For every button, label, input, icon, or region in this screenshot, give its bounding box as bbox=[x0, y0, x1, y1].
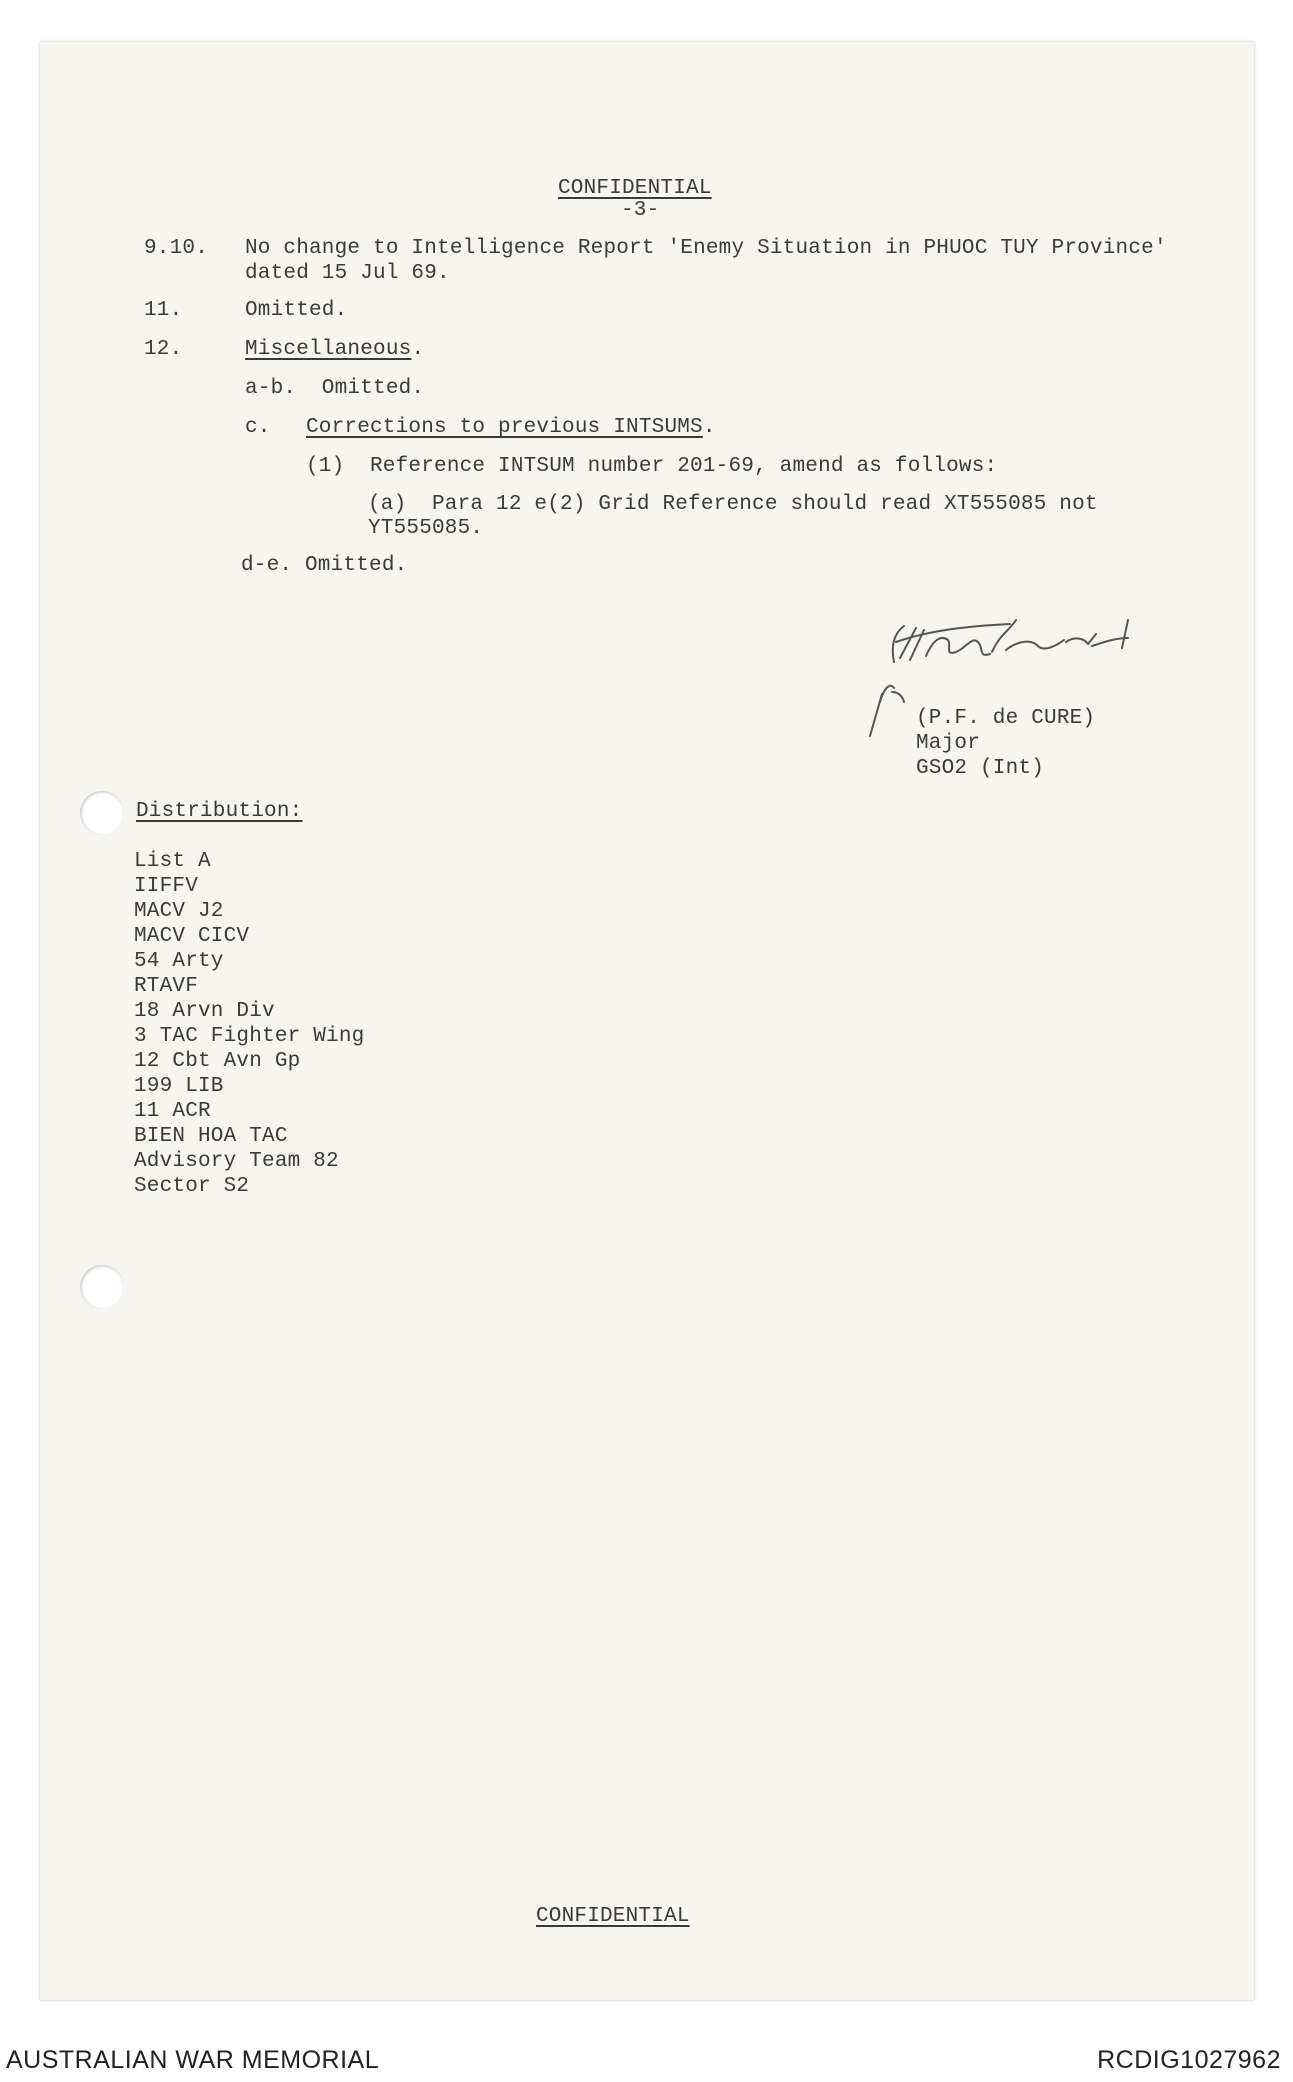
para-12c1a-line2: YT555085. bbox=[368, 517, 484, 540]
para-12-heading: Miscellaneous bbox=[245, 338, 412, 361]
para-12c-heading: Corrections to previous INTSUMS bbox=[306, 416, 703, 439]
archive-credit: AUSTRALIAN WAR MEMORIAL bbox=[6, 2046, 380, 2074]
distribution-item: MACV CICV bbox=[134, 925, 250, 948]
punch-hole-bottom bbox=[80, 1265, 124, 1309]
classification-footer: CONFIDENTIAL bbox=[536, 1905, 690, 1928]
para-12-de: d-e. Omitted. bbox=[241, 554, 408, 577]
signatory-appointment: GSO2 (Int) bbox=[916, 757, 1045, 780]
distribution-item: Sector S2 bbox=[134, 1175, 250, 1198]
distribution-item: 3 TAC Fighter Wing bbox=[134, 1025, 365, 1048]
para-910-line2: dated 15 Jul 69. bbox=[245, 262, 450, 285]
para-12c-heading-tail: . bbox=[702, 416, 716, 439]
distribution-item: IIFFV bbox=[134, 875, 199, 898]
para-12-ab: a-b. Omitted. bbox=[245, 377, 425, 400]
signatory-name: (P.F. de CURE) bbox=[916, 707, 1096, 730]
signatory-rank: Major bbox=[916, 732, 981, 755]
para-12c1a-line1: (a) Para 12 e(2) Grid Reference should read XT555085 not bbox=[368, 493, 1098, 516]
punch-hole-top bbox=[80, 791, 124, 835]
para-11-number: 11. bbox=[144, 299, 183, 322]
distribution-item: List A bbox=[134, 850, 211, 873]
para-12-heading-line bbox=[245, 337, 424, 362]
para-910-line1: No change to Intelligence Report 'Enemy Situation in PHUOC TUY Province' bbox=[245, 237, 1167, 260]
distribution-item: 11 ACR bbox=[134, 1100, 211, 1123]
para-12c-heading-line bbox=[306, 415, 716, 440]
distribution-heading: Distribution: bbox=[136, 800, 303, 823]
page-number: -3- bbox=[621, 199, 660, 222]
para-12-heading-tail: . bbox=[411, 338, 425, 361]
archive-id: RCDIG1027962 bbox=[1097, 2046, 1281, 2074]
distribution-list bbox=[134, 849, 364, 1199]
para-12c-label: c. bbox=[245, 416, 271, 439]
distribution-item: 18 Arvn Div bbox=[134, 1000, 275, 1023]
distribution-item: 54 Arty bbox=[134, 950, 224, 973]
classification-header: CONFIDENTIAL bbox=[558, 177, 712, 200]
distribution-item: Advisory Team 82 bbox=[134, 1150, 339, 1173]
distribution-item: 199 LIB bbox=[134, 1075, 224, 1098]
para-12-number: 12. bbox=[144, 338, 183, 361]
distribution-item: MACV J2 bbox=[134, 900, 224, 923]
distribution-item: 12 Cbt Avn Gp bbox=[134, 1050, 301, 1073]
distribution-item: BIEN HOA TAC bbox=[134, 1125, 288, 1148]
para-11-text: Omitted. bbox=[245, 299, 348, 322]
distribution-item: RTAVF bbox=[134, 975, 199, 998]
para-910-number: 9.10. bbox=[144, 237, 209, 260]
para-12c1: (1) Reference INTSUM number 201-69, amend as follows: bbox=[306, 455, 998, 478]
